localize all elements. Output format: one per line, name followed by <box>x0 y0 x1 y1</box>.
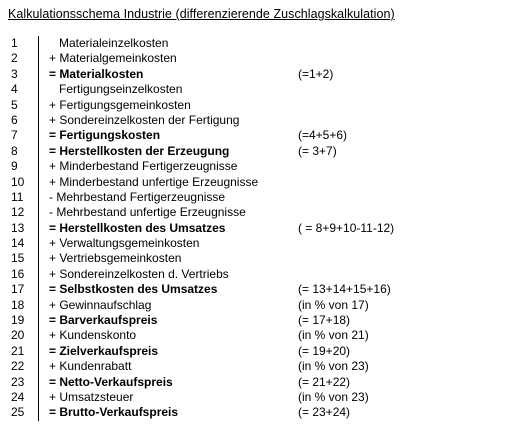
row-number: 21 <box>11 343 25 358</box>
row-number: 2 <box>11 51 18 66</box>
row-number: 8 <box>11 143 18 158</box>
row-label: + Gewinnaufschlag <box>49 297 152 312</box>
calculation-schema-table <box>11 36 501 421</box>
row-number: 13 <box>11 220 25 235</box>
column-divider <box>38 344 39 359</box>
column-divider <box>38 36 39 51</box>
row-formula: ( = 8+9+10-11-12) <box>298 220 395 235</box>
row-number: 24 <box>11 389 25 404</box>
row-label: = Netto-Verkaufspreis <box>49 374 173 389</box>
column-divider <box>38 298 39 313</box>
row-number: 15 <box>11 251 25 266</box>
row-label: + Kundenskonto <box>49 328 137 343</box>
column-divider <box>38 328 39 343</box>
schema-row <box>11 344 501 359</box>
row-formula: (= 13+14+15+16) <box>298 282 391 297</box>
column-divider <box>38 236 39 251</box>
schema-row <box>11 282 501 297</box>
column-divider <box>38 251 39 266</box>
row-label: - Mehrbestand unfertige Erzeugnisse <box>49 205 246 220</box>
row-number: 20 <box>11 328 25 343</box>
row-number: 16 <box>11 266 25 281</box>
row-number: 1 <box>11 36 18 50</box>
schema-row <box>11 313 501 328</box>
schema-row <box>11 98 501 113</box>
row-formula: (in % von 23) <box>298 389 369 404</box>
row-label: Materialeinzelkosten <box>49 36 169 50</box>
row-number: 4 <box>11 82 18 97</box>
column-divider <box>38 375 39 390</box>
schema-row <box>11 405 501 420</box>
row-formula: (=1+2) <box>298 66 334 81</box>
schema-row <box>11 359 501 374</box>
row-number: 17 <box>11 282 25 297</box>
schema-row <box>11 390 501 405</box>
row-number: 9 <box>11 159 18 174</box>
row-label: + Minderbestand Fertigerzeugnisse <box>49 159 238 174</box>
row-number: 6 <box>11 112 18 127</box>
schema-row <box>11 221 501 236</box>
row-label: + Umsatzsteuer <box>49 389 134 404</box>
schema-row <box>11 128 501 143</box>
column-divider <box>38 98 39 113</box>
row-number: 11 <box>11 189 24 204</box>
column-divider <box>38 113 39 128</box>
schema-row <box>11 328 501 343</box>
row-label: = Barverkaufspreis <box>49 313 158 328</box>
column-divider <box>38 405 39 420</box>
schema-row <box>11 144 501 159</box>
column-divider <box>38 67 39 82</box>
row-formula: (= 23+24) <box>298 405 351 420</box>
schema-row <box>11 113 501 128</box>
row-label: = Materialkosten <box>49 66 144 81</box>
schema-row <box>11 267 501 282</box>
row-label: + Fertigungsgemeinkosten <box>49 97 191 112</box>
row-number: 22 <box>11 359 25 374</box>
schema-row <box>11 175 501 190</box>
row-number: 12 <box>11 205 25 220</box>
column-divider <box>38 159 39 174</box>
row-number: 7 <box>11 128 18 143</box>
row-label: Fertigungseinzelkosten <box>49 82 183 97</box>
row-label: - Mehrbestand Fertigerzeugnisse <box>49 189 226 204</box>
schema-row <box>11 375 501 390</box>
row-label: + Sondereinzelkosten d. Vertriebs <box>49 266 229 281</box>
row-number: 18 <box>11 297 25 312</box>
row-formula: (= 21+22) <box>298 374 351 389</box>
row-formula: (in % von 21) <box>298 328 369 343</box>
schema-row <box>11 205 501 220</box>
column-divider <box>38 282 39 297</box>
column-divider <box>38 390 39 405</box>
row-label: + Vertriebsgemeinkosten <box>49 251 182 266</box>
row-label: = Herstellkosten des Umsatzes <box>49 220 226 235</box>
row-label: = Zielverkaufspreis <box>49 343 159 358</box>
column-divider <box>38 313 39 328</box>
column-divider <box>38 82 39 97</box>
row-number: 10 <box>11 174 25 189</box>
row-label: + Materialgemeinkosten <box>49 51 177 66</box>
column-divider <box>38 51 39 66</box>
column-divider <box>38 128 39 143</box>
column-divider <box>38 359 39 374</box>
row-formula: (= 19+20) <box>298 343 351 358</box>
schema-row <box>11 36 501 51</box>
schema-row <box>11 82 501 97</box>
column-divider <box>38 175 39 190</box>
row-number: 5 <box>11 97 18 112</box>
column-divider <box>38 144 39 159</box>
row-number: 3 <box>11 66 18 81</box>
column-divider <box>38 221 39 236</box>
row-number: 23 <box>11 374 25 389</box>
schema-row <box>11 51 501 66</box>
row-number: 19 <box>11 313 25 328</box>
row-number: 14 <box>11 236 25 251</box>
schema-row <box>11 251 501 266</box>
row-label: + Kundenrabatt <box>49 359 132 374</box>
row-label: = Selbstkosten des Umsatzes <box>49 282 218 297</box>
schema-row <box>11 190 501 205</box>
row-formula: (in % von 17) <box>298 297 369 312</box>
row-formula: (= 3+7) <box>298 143 337 158</box>
row-formula: (=4+5+6) <box>298 128 348 143</box>
row-label: = Fertigungskosten <box>49 128 161 143</box>
schema-row <box>11 298 501 313</box>
schema-row <box>11 236 501 251</box>
row-label: = Brutto-Verkaufspreis <box>49 405 179 420</box>
document-title: Kalkulationsschema Industrie (differenzierende Zuschlagskalkulation) <box>8 7 395 21</box>
column-divider <box>38 190 39 205</box>
column-divider <box>38 267 39 282</box>
row-number: 25 <box>11 405 25 420</box>
column-divider <box>38 205 39 220</box>
row-formula: (= 17+18) <box>298 313 351 328</box>
schema-row <box>11 159 501 174</box>
schema-row <box>11 67 501 82</box>
row-formula: (in % von 23) <box>298 359 369 374</box>
row-label: = Herstellkosten der Erzeugung <box>49 143 230 158</box>
row-label: + Minderbestand unfertige Erzeugnisse <box>49 174 259 189</box>
row-label: + Verwaltungsgemeinkosten <box>49 236 200 251</box>
row-label: + Sondereinzelkosten der Fertigung <box>49 112 240 127</box>
